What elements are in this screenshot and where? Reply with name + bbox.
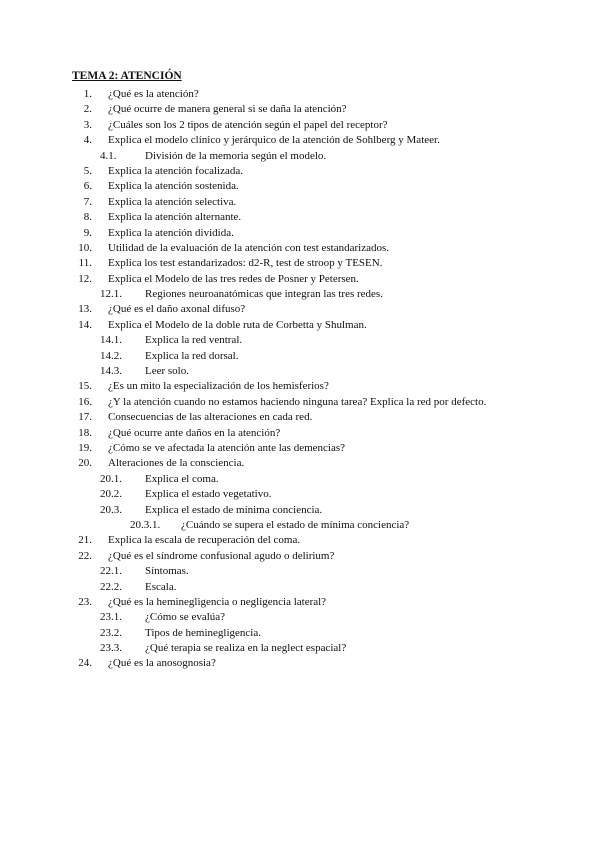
item-text: Explica la atención dividida. (108, 226, 234, 239)
item-number: 22.1. (100, 565, 122, 578)
item-text: ¿Cómo se evalúa? (145, 611, 226, 624)
list-item (0, 102, 600, 117)
item-number: 8. (83, 211, 92, 224)
item-text: ¿Y la atención cuando no estamos haciendo ninguna tarea? Explica la red por defecto. (108, 395, 487, 408)
list-item (0, 487, 600, 502)
list-item (0, 226, 600, 241)
item-text: ¿Qué es el síndrome confusional agudo o delirium? (108, 549, 335, 562)
list-item (0, 349, 600, 364)
item-text: ¿Cuáles son los 2 tipos de atención según el papel del receptor? (108, 118, 388, 131)
item-number: 5. (83, 164, 92, 177)
item-text: Explica la red dorsal. (145, 349, 239, 362)
question-list (0, 87, 600, 672)
list-item (0, 164, 600, 179)
item-number: 22.2. (100, 580, 122, 593)
list-item (0, 256, 600, 271)
item-text: Explica la atención sostenida. (108, 180, 239, 193)
item-text: Utilidad de la evaluación de la atención con test estandarizados. (108, 241, 389, 254)
item-text: Regiones neuroanatómicas que integran las tres redes. (145, 288, 383, 301)
item-number: 12. (78, 272, 92, 285)
list-item (0, 195, 600, 210)
list-item (0, 626, 600, 641)
item-number: 20.2. (100, 488, 122, 501)
list-item (0, 210, 600, 225)
list-item (0, 395, 600, 410)
item-text: Explica el estado de mínima conciencia. (145, 503, 323, 516)
item-text: ¿Cuándo se supera el estado de mínima conciencia? (181, 518, 410, 531)
item-text: Explica el Modelo de las tres redes de Posner y Petersen. (108, 272, 359, 285)
list-item (0, 441, 600, 456)
item-number: 12.1. (100, 288, 122, 301)
list-item (0, 241, 600, 256)
list-item (0, 149, 600, 164)
item-number: 14.2. (100, 349, 122, 362)
page-title: TEMA 2: ATENCIÓN (72, 70, 182, 82)
item-text: Explica los test estandarizados: d2-R, test de stroop y TESEN. (108, 257, 383, 270)
item-text: Síntomas. (145, 565, 189, 578)
item-text: Escala. (145, 580, 177, 593)
list-item (0, 333, 600, 348)
item-text: ¿Cómo se ve afectada la atención ante las demencias? (108, 441, 345, 454)
item-number: 20.3.1. (130, 518, 161, 531)
item-text: Explica el Modelo de la doble ruta de Corbetta y Shulman. (108, 318, 367, 331)
item-text: Tipos de heminegligencia. (145, 626, 261, 639)
item-text: Explica la escala de recuperación del coma. (108, 534, 301, 547)
item-number: 10. (78, 241, 92, 254)
item-text: ¿Qué es el daño axonal difuso? (108, 303, 246, 316)
list-item (0, 179, 600, 194)
list-item (0, 610, 600, 625)
list-item (0, 518, 600, 533)
item-number: 23.3. (100, 642, 122, 655)
list-item (0, 456, 600, 471)
item-number: 17. (78, 411, 92, 424)
item-text: Leer solo. (145, 365, 189, 378)
item-number: 22. (78, 549, 92, 562)
item-number: 20.3. (100, 503, 122, 516)
item-number: 15. (78, 380, 92, 393)
item-number: 23. (78, 595, 92, 608)
item-number: 16. (78, 395, 92, 408)
list-item (0, 656, 600, 671)
list-item (0, 595, 600, 610)
list-item (0, 287, 600, 302)
item-text: Explica el coma. (145, 472, 219, 485)
item-text: Explica la atención selectiva. (108, 195, 237, 208)
item-number: 23.2. (100, 626, 122, 639)
item-number: 14.1. (100, 334, 122, 347)
item-text: Explica la red ventral. (145, 334, 243, 347)
item-number: 18. (78, 426, 92, 439)
item-text: Explica el modelo clínico y jerárquico de la atención de Sohlberg y Mateer. (108, 134, 440, 147)
item-text: División de la memoria según el modelo. (145, 149, 327, 162)
item-number: 13. (78, 303, 92, 316)
list-item (0, 549, 600, 564)
item-number: 2. (83, 103, 92, 116)
list-item (0, 503, 600, 518)
item-number: 11. (78, 257, 92, 270)
item-text: ¿Qué es la atención? (108, 88, 199, 100)
item-number: 24. (78, 657, 92, 670)
item-number: 14.3. (100, 365, 122, 378)
item-text: Explica el estado vegetativo. (145, 488, 272, 501)
item-number: 23.1. (100, 611, 122, 624)
list-item (0, 302, 600, 317)
item-number: 21. (78, 534, 92, 547)
item-number: 7. (83, 195, 92, 208)
item-text: ¿Qué es la heminegligencia o negligencia lateral? (108, 595, 327, 608)
item-text: Consecuencias de las alteraciones en cada red. (108, 411, 313, 424)
list-item (0, 87, 600, 102)
item-number: 6. (83, 180, 92, 193)
list-item (0, 472, 600, 487)
item-text: Explica la atención focalizada. (108, 164, 243, 177)
item-number: 1. (83, 88, 92, 100)
list-item (0, 410, 600, 425)
item-number: 3. (83, 118, 92, 131)
item-number: 20. (78, 457, 92, 470)
item-text: ¿Qué ocurre de manera general si se daña la atención? (108, 103, 347, 116)
item-text: ¿Es un mito la especialización de los hemisferios? (108, 380, 329, 393)
item-number: 14. (78, 318, 92, 331)
list-item (0, 318, 600, 333)
item-number: 4. (83, 134, 92, 147)
list-item (0, 580, 600, 595)
item-text: ¿Qué es la anosognosia? (108, 657, 216, 670)
item-number: 20.1. (100, 472, 122, 485)
item-text: ¿Qué terapia se realiza en la neglect espacial? (145, 642, 347, 655)
list-item (0, 564, 600, 579)
item-number: 9. (83, 226, 92, 239)
item-number: 19. (78, 441, 92, 454)
list-item (0, 426, 600, 441)
list-item (0, 118, 600, 133)
list-item (0, 364, 600, 379)
item-text: Alteraciones de la consciencia. (108, 457, 245, 470)
list-item (0, 379, 600, 394)
list-item (0, 641, 600, 656)
list-item (0, 533, 600, 548)
item-text: ¿Qué ocurre ante daños en la atención? (108, 426, 281, 439)
item-text: Explica la atención alternante. (108, 211, 242, 224)
list-item (0, 133, 600, 148)
item-number: 4.1. (100, 149, 117, 162)
list-item (0, 272, 600, 287)
